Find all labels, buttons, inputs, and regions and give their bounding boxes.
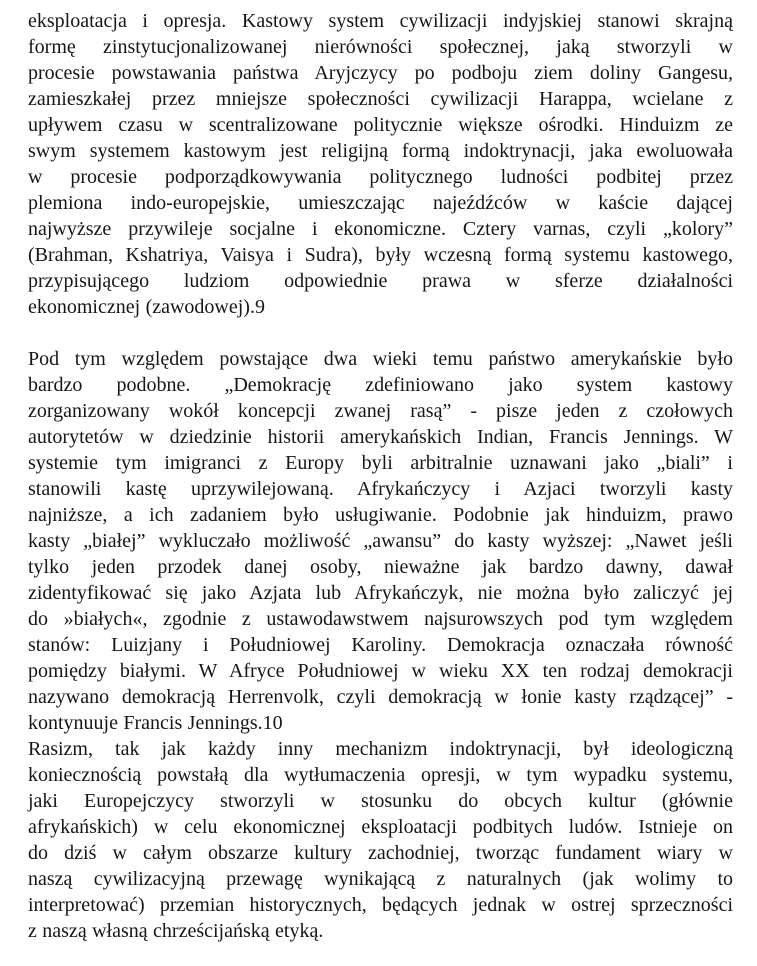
- text-line: stanów: Luizjany i Południowej Karoliny. Demokracja oznaczała równość: [28, 634, 733, 656]
- text-line: jaki Europejczycy stworzyli w stosunku do obcych kultur (głównie: [28, 790, 733, 812]
- text-line: Rasizm, tak jak każdy inny mechanizm indoktrynacji, był ideologiczną: [28, 738, 733, 760]
- text-line: najniższe, a ich zadaniem było usługiwanie. Podobnie jak hinduizm, prawo: [28, 504, 733, 526]
- text-line: procesie powstawania państwa Aryjczycy po podboju ziem doliny Gangesu,: [28, 62, 733, 84]
- text-line: bardzo podobne. „Demokrację zdefiniowano jako system kastowy: [28, 374, 733, 396]
- text-line: do »białych«, zgodnie z ustawodawstwem najsurowszych pod tym względem: [28, 608, 733, 630]
- text-line: Pod tym względem powstające dwa wieki temu państwo amerykańskie było: [28, 348, 733, 370]
- text-line: afrykańskich) w celu ekonomicznej eksploatacji podbitych ludów. Istnieje on: [28, 816, 733, 838]
- text-line: formę zinstytucjonalizowanej nierówności społecznej, jaką stworzyli w: [28, 36, 733, 58]
- text-line: interpretować) przemian historycznych, będących jednak w ostrej sprzeczności: [28, 894, 733, 916]
- text-line: eksploatacja i opresja. Kastowy system cywilizacji indyjskiej stanowi skrajną: [28, 10, 733, 32]
- text-line: ekonomicznej (zawodowej).9: [28, 296, 265, 318]
- text-line: przypisującego ludziom odpowiednie prawa w sferze działalności: [28, 270, 733, 292]
- text-line: plemiona indo-europejskie, umieszczając najeźdźców w kaście dającej: [28, 192, 733, 214]
- text-line: zidentyfikować się jako Azjata lub Afrykańczyk, nie można było zaliczyć jej: [28, 582, 733, 604]
- paragraph: [28, 736, 733, 944]
- paragraph: [28, 8, 733, 320]
- text-line: naszą cywilizacyjną przewagę wynikającą z naturalnych (jak wolimy to: [28, 868, 733, 890]
- text-line: nazywano demokracją Herrenvolk, czyli demokracją w łonie kasty rządzącej” -: [28, 686, 733, 708]
- text-line: (Brahman, Kshatriya, Vaisya i Sudra), były wczesną formą systemu kastowego,: [28, 244, 733, 266]
- text-line: z naszą własną chrześcijańską etyką.: [28, 920, 324, 942]
- text-line: w procesie podporządkowywania politycznego ludności podbitej przez: [28, 166, 733, 188]
- text-line: pomiędzy białymi. W Afryce Południowej w wieku XX ten rodzaj demokracji: [28, 660, 733, 682]
- text-line: do dziś w całym obszarze kultury zachodniej, tworząc fundament wiary w: [28, 842, 733, 864]
- text-line: upływem czasu w scentralizowane politycznie większe ośrodki. Hinduizm ze: [28, 114, 733, 136]
- text-line: swym systemem kastowym jest religijną formą indoktrynacji, jaka ewoluowała: [28, 140, 733, 162]
- text-column: [28, 8, 733, 944]
- text-line: autorytetów w dziedzinie historii amerykańskich Indian, Francis Jennings. W: [28, 426, 733, 448]
- text-line: zamieszkałej przez mniejsze społeczności cywilizacji Harappa, wcielane z: [28, 88, 733, 110]
- text-line: zorganizowany wokół koncepcji zwanej rasą” - pisze jeden z czołowych: [28, 400, 733, 422]
- text-line: stanowili kastę uprzywilejowaną. Afrykańczycy i Azjaci tworzyli kasty: [28, 478, 733, 500]
- text-line: kontynuuje Francis Jennings.10: [28, 712, 283, 734]
- text-line: kasty „białej” wykluczało możliwość „awansu” do kasty wyższej: „Nawet jeśli: [28, 530, 733, 552]
- text-line: tylko jeden przodek danej osoby, nieważne jak bardzo dawny, dawał: [28, 556, 733, 578]
- text-line: najwyższe przywileje socjalne i ekonomiczne. Cztery varnas, czyli „kolory”: [28, 218, 733, 240]
- text-line: koniecznością powstałą dla wytłumaczenia opresji, w tym wypadku systemu,: [28, 764, 733, 786]
- paragraph: [28, 346, 733, 736]
- text-line: systemie tym imigranci z Europy byli arbitralnie uznawani jako „biali” i: [28, 452, 733, 474]
